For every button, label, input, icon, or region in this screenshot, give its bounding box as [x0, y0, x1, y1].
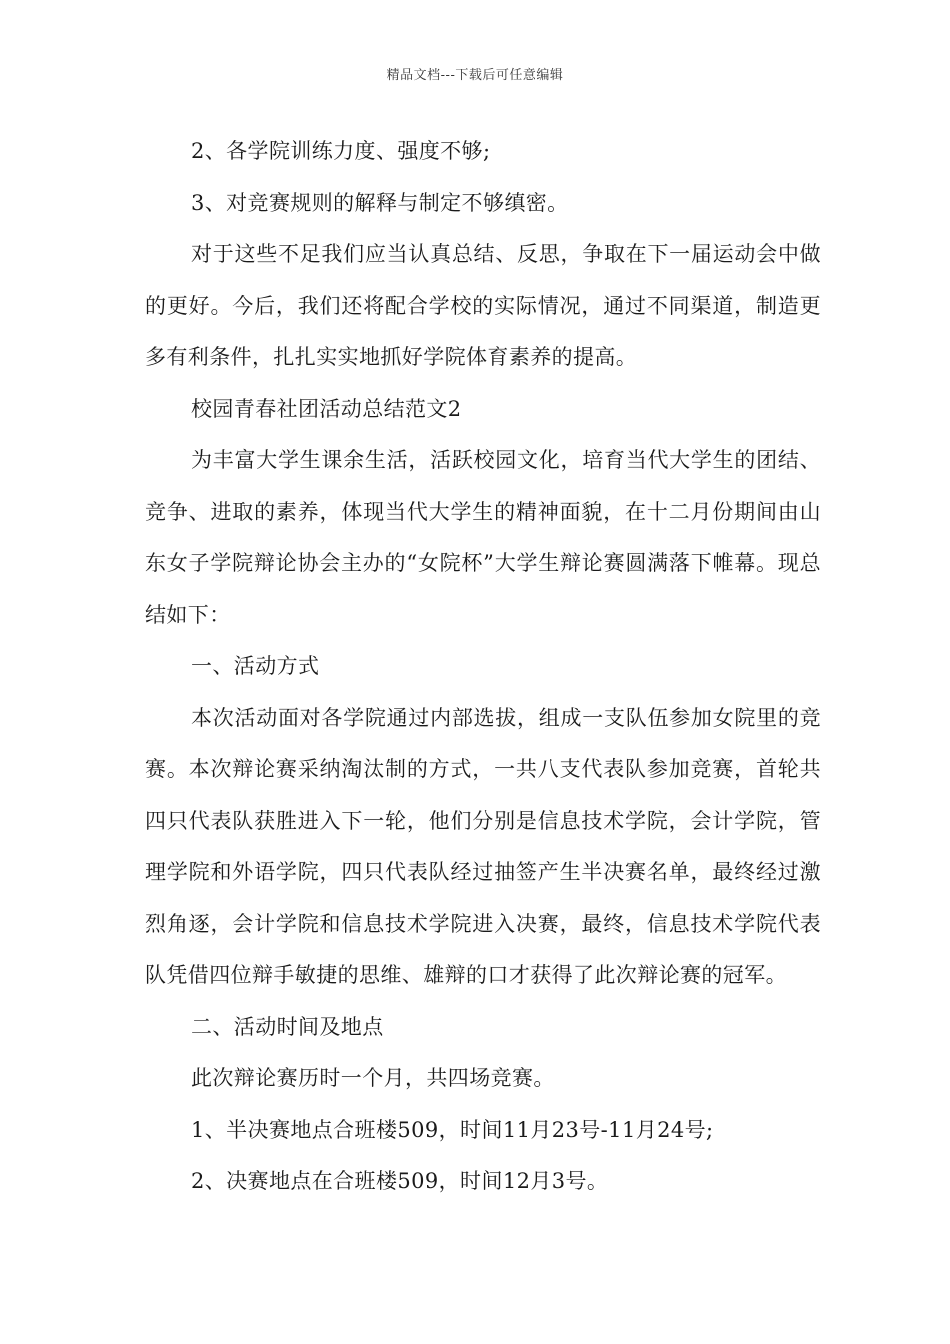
- paragraph-activity-method: 本次活动面对各学院通过内部选拔，组成一支队伍参加女院里的竞赛。本次辩论赛采纳淘汰制的方式，一共八支代表队参加竞赛，首轮共四只代表队获胜进入下一轮，他们分别是信息技术学院，会计学院，管理学院和外语学院，四只代表队经过抽签产生半决赛名单，最终经过激烈角逐，会计学院和信息技术学院进入决赛，最终，信息技术学院代表队凭借四位辩手敏捷的思维、雄辩的口才获得了此次辩论赛的冠军。: [145, 705, 821, 987]
- paragraph-list-item-3: 3、对竞赛规则的解释与制定不够缜密。: [191, 190, 569, 215]
- section-title-example-2: 校园青春社团活动总结范文2: [191, 396, 462, 421]
- paragraph-semifinal: 1、半决赛地点合班楼509，时间11月23号-11月24号;: [191, 1117, 714, 1142]
- heading-activity-method: 一、活动方式: [191, 654, 320, 678]
- paragraph-reflection: 对于这些不足我们应当认真总结、反思，争取在下一届运动会中做的更好。今后，我们还将配合学校的实际情况，通过不同渠道，制造更多有利条件，扎扎实实地抓好学院体育素养的提高。: [145, 242, 821, 369]
- paragraph-list-item-2: 2、各学院训练力度、强度不够;: [191, 139, 491, 163]
- paragraph-duration: 此次辩论赛历时一个月，共四场竞赛。: [191, 1066, 555, 1090]
- paragraph-final: 2、决赛地点在合班楼509，时间12月3号。: [191, 1169, 609, 1193]
- page-header: 精品文档---下载后可任意编辑: [386, 68, 564, 83]
- document-body: [145, 126, 821, 1208]
- paragraph-intro: 为丰富大学生课余生活，活跃校园文化，培育当代大学生的团结、竞争、进取的素养，体现当代大学生的精神面貌，在十二月份期间由山东女子学院辩论协会主办的“女院杯”大学生辩论赛圆满落下帷幕。现总结如下：: [145, 448, 821, 627]
- heading-time-location: 二、活动时间及地点: [191, 1014, 384, 1039]
